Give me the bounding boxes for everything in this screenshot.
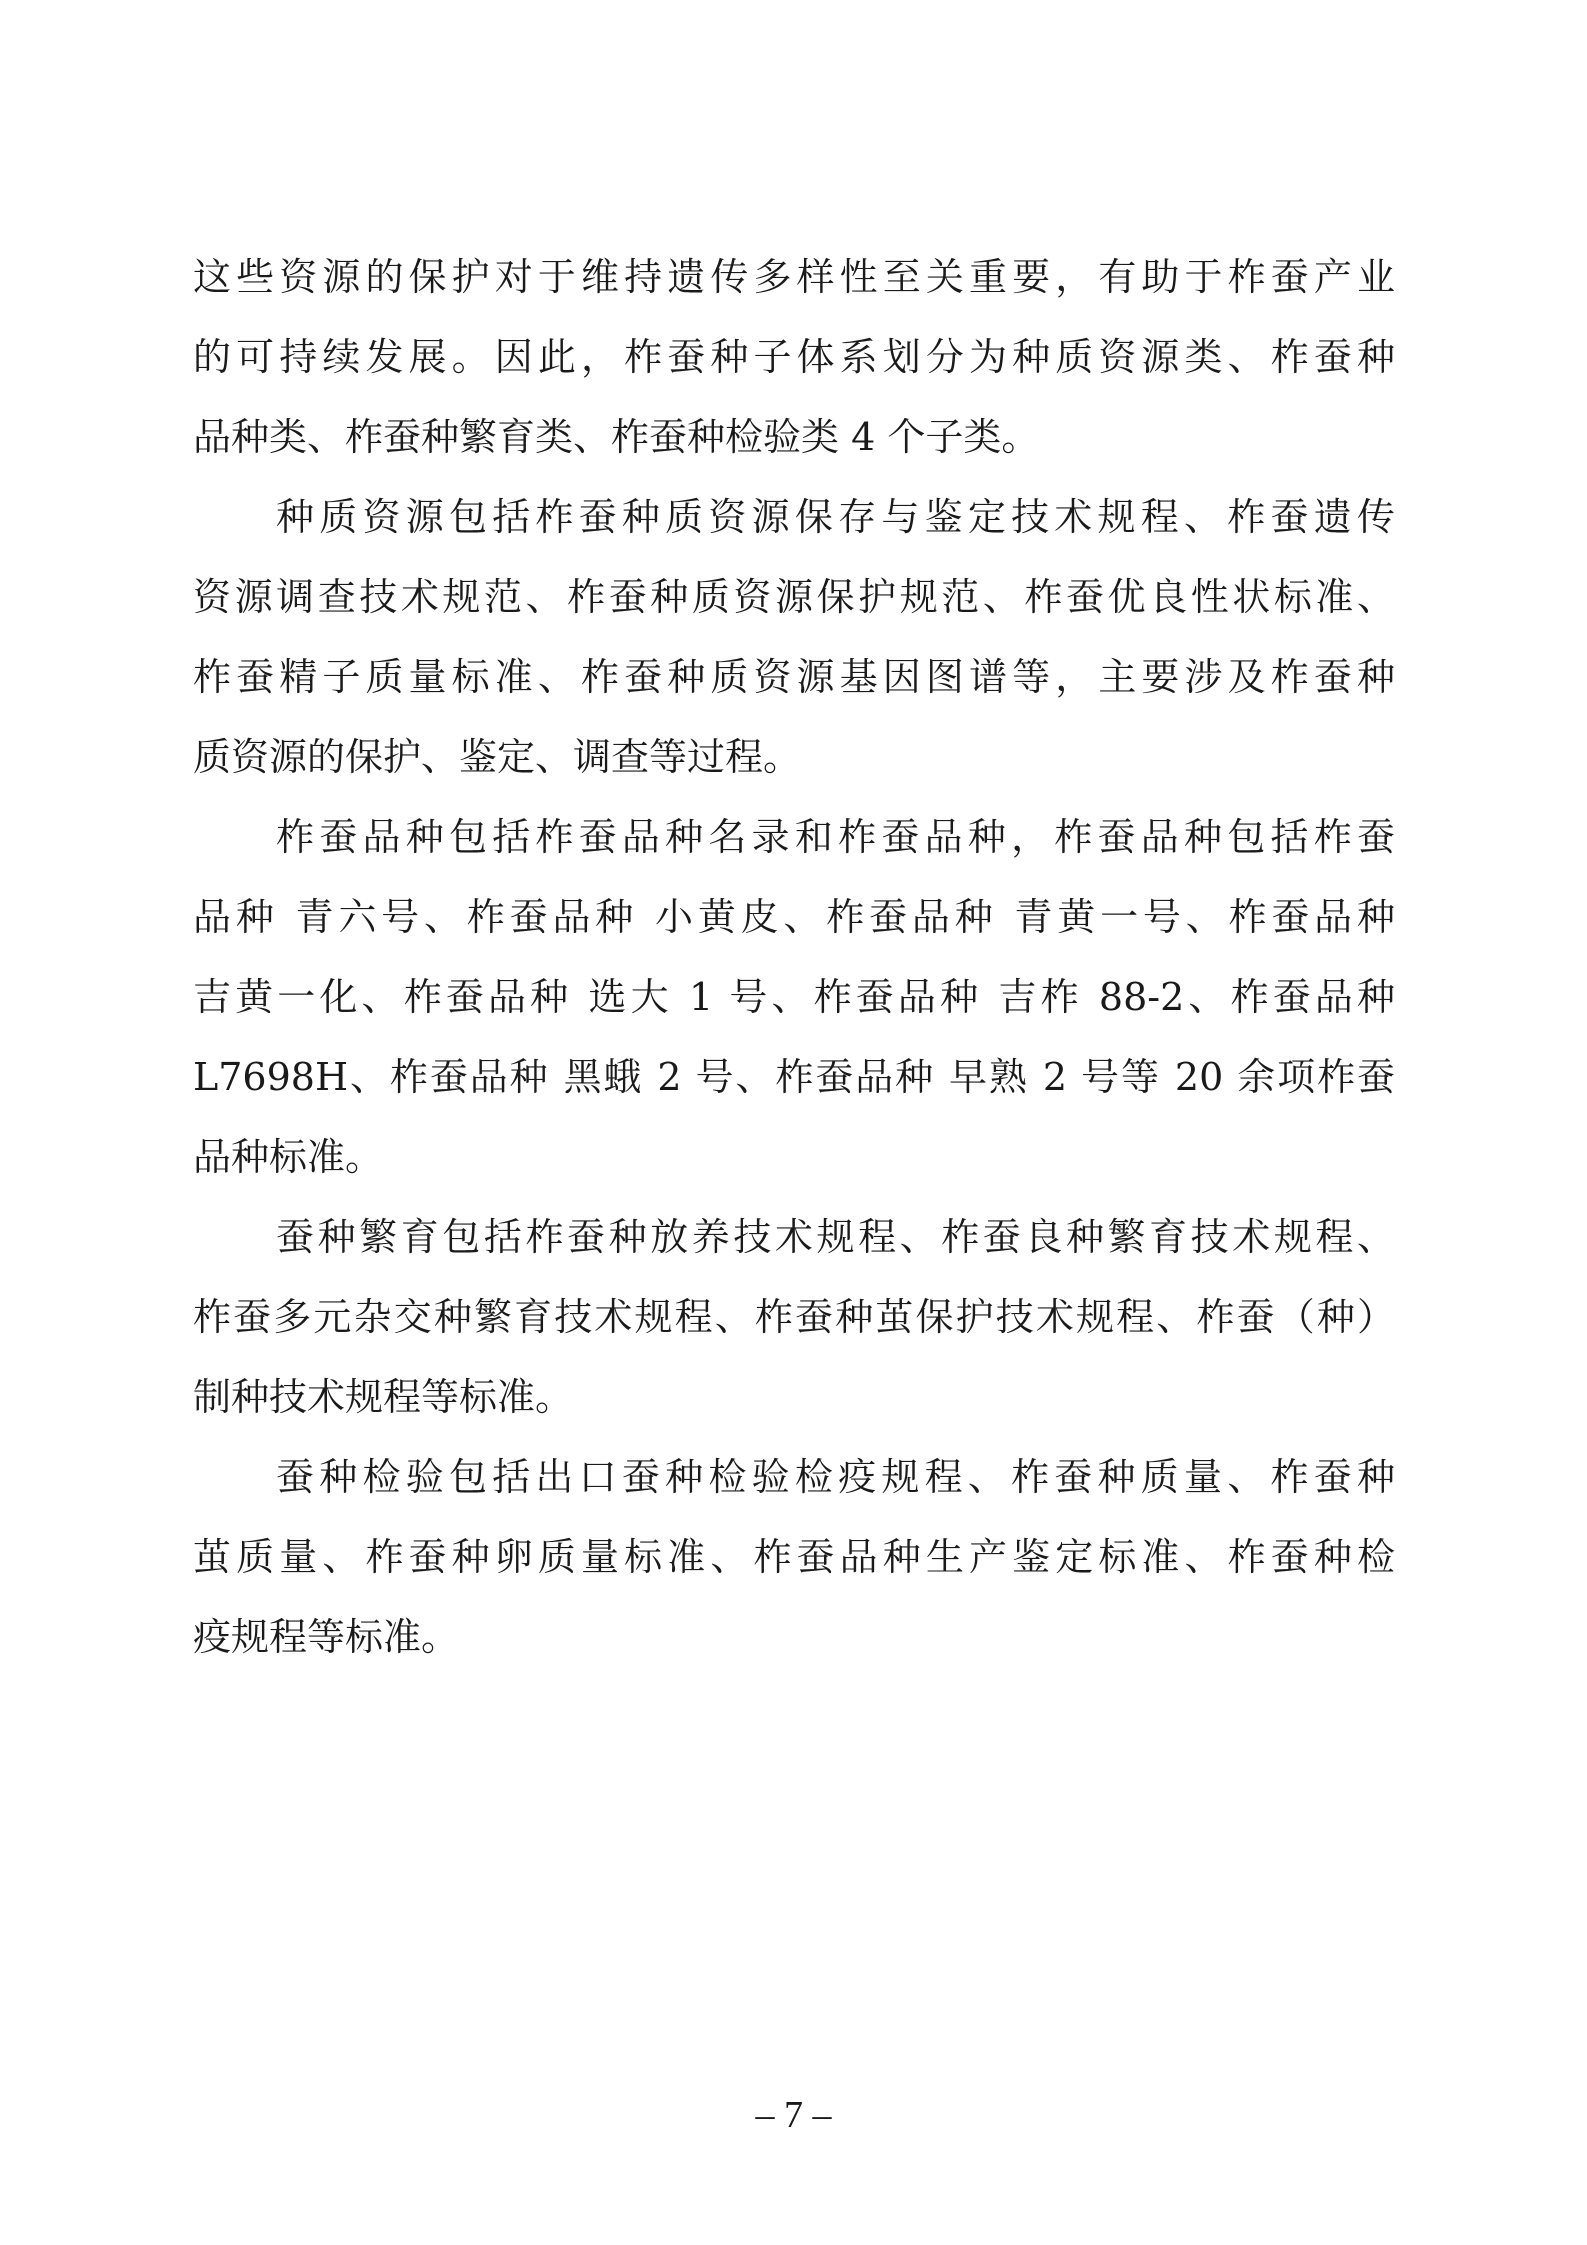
paragraph-4-line-1: 蚕种繁育包括柞蚕种放养技术规程、柞蚕良种繁育技术规程、 xyxy=(276,1215,1395,1259)
paragraph-4-line-3: 制种技术规程等标准。 xyxy=(193,1375,574,1419)
paragraph-4-line-2: 柞蚕多元杂交种繁育技术规程、柞蚕种茧保护技术规程、柞蚕（种） xyxy=(193,1295,1395,1339)
paragraph-1-line-2: 的可持续发展。因此，柞蚕种子体系划分为种质资源类、柞蚕种 xyxy=(193,335,1395,379)
paragraph-1-line-1: 这些资源的保护对于维持遗传多样性至关重要，有助于柞蚕产业 xyxy=(193,255,1395,299)
paragraph-5-line-2: 茧质量、柞蚕种卵质量标准、柞蚕品种生产鉴定标准、柞蚕种检 xyxy=(193,1535,1395,1579)
paragraph-3-line-1: 柞蚕品种包括柞蚕品种名录和柞蚕品种，柞蚕品种包括柞蚕 xyxy=(276,815,1395,859)
paragraph-3-line-5: 品种标准。 xyxy=(193,1135,384,1179)
paragraph-2-line-2: 资源调查技术规范、柞蚕种质资源保护规范、柞蚕优良性状标准、 xyxy=(193,575,1395,619)
paragraph-2-line-1: 种质资源包括柞蚕种质资源保存与鉴定技术规程、柞蚕遗传 xyxy=(276,495,1395,539)
paragraph-1-line-3: 品种类、柞蚕种繁育类、柞蚕种检验类 4 个子类。 xyxy=(193,415,1040,459)
page-number: – 7 – xyxy=(755,2094,832,2136)
paragraph-2-line-4: 质资源的保护、鉴定、调查等过程。 xyxy=(193,735,802,779)
paragraph-5-line-1: 蚕种检验包括出口蚕种检验检疫规程、柞蚕种质量、柞蚕种 xyxy=(276,1455,1395,1499)
paragraph-5-line-3: 疫规程等标准。 xyxy=(193,1615,460,1659)
paragraph-3-line-3: 吉黄一化、柞蚕品种 选大 1 号、柞蚕品种 吉柞 88-2、柞蚕品种 xyxy=(193,975,1395,1019)
paragraph-3-line-2: 品种 青六号、柞蚕品种 小黄皮、柞蚕品种 青黄一号、柞蚕品种 xyxy=(193,895,1395,939)
paragraph-2-line-3: 柞蚕精子质量标准、柞蚕种质资源基因图谱等，主要涉及柞蚕种 xyxy=(193,655,1395,699)
paragraph-3-line-4: L7698H、柞蚕品种 黑蛾 2 号、柞蚕品种 早熟 2 号等 20 余项柞蚕 xyxy=(193,1055,1395,1099)
